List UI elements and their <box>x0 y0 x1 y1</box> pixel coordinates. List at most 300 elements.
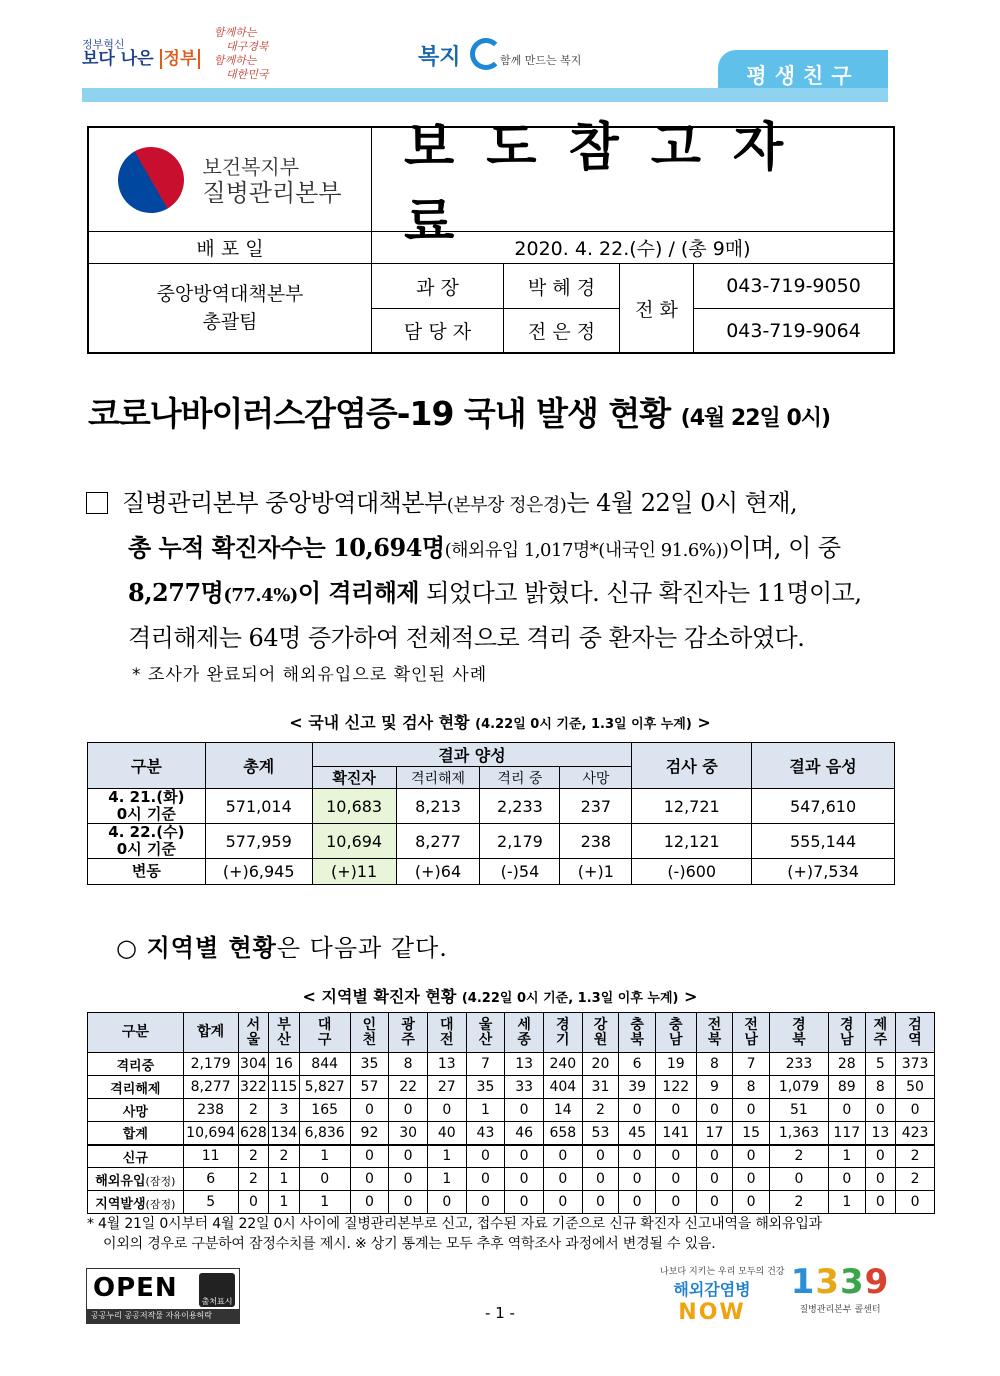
t2-cell: 15 <box>733 1122 770 1145</box>
t2-header-region-char: 남 <box>669 1031 683 1048</box>
t2-cell: 2 <box>238 1099 269 1122</box>
t2-header-region-char: 남 <box>840 1031 854 1048</box>
t2-cell: 0 <box>389 1168 428 1191</box>
t2-cell: 2,179 <box>183 1053 238 1076</box>
t2-header-region-char: 경 <box>556 1016 570 1033</box>
footnote-overseas: * 조사가 완료되어 해외유입으로 확인된 사례 <box>132 665 488 685</box>
table-row <box>88 1168 935 1191</box>
t2-cell: 628 <box>238 1122 269 1145</box>
footnote-line-1: * 4월 21일 0시부터 4월 22일 0시 사이에 질병관리본부로 신고, 접수된 자료 기준으로 신규 확진자 신고내역을 해외유입과 <box>87 1216 822 1232</box>
t2-row-label-text: 사망 <box>122 1104 148 1120</box>
slogan-2: 대구경북 <box>226 40 269 53</box>
table-row <box>88 1076 935 1099</box>
t2-cell: 0 <box>427 1191 466 1214</box>
digit-3: 3 <box>840 1262 865 1302</box>
gov-innovation-logo <box>82 38 200 69</box>
t2-cell: 0 <box>543 1168 582 1191</box>
chief-name: 박 혜 경 <box>504 264 620 309</box>
t2-cell: 50 <box>896 1076 935 1099</box>
t1-cell-released: 8,277 <box>396 824 480 859</box>
t2-cell: 0 <box>733 1145 770 1168</box>
t2-cell: 13 <box>427 1053 466 1076</box>
t2-cell: 0 <box>238 1191 269 1214</box>
table2-caption <box>0 984 1000 1007</box>
t2-cell: 0 <box>389 1099 428 1122</box>
ministry-logo-cell <box>89 128 372 232</box>
t2-header-region-char: 원 <box>593 1031 608 1048</box>
t2-cell: 0 <box>655 1191 696 1214</box>
t2-cell: 53 <box>582 1122 619 1145</box>
now-word: NOW <box>678 1300 746 1325</box>
t2-header-region <box>238 1013 269 1053</box>
t2-cell: 27 <box>427 1076 466 1099</box>
t2-header-region-char: 주 <box>401 1031 415 1048</box>
t1-change-label: 변동 <box>88 859 206 885</box>
t1-cell-isolated: 2,233 <box>480 789 560 824</box>
bokji-ring-icon <box>470 38 502 70</box>
t2-cell: 33 <box>505 1076 544 1099</box>
t2-cell: 0 <box>389 1191 428 1214</box>
t2-header-region <box>769 1013 828 1053</box>
phone-2: 043-719-9064 <box>726 319 861 342</box>
t1-cell-death: 238 <box>560 824 632 859</box>
t2-cell: 0 <box>655 1168 696 1191</box>
t2-cell: 0 <box>619 1099 656 1122</box>
table-row <box>88 824 895 859</box>
para-line1-c: 는 4월 22일 0시 현재, <box>566 489 798 517</box>
t2-header-region-char: 역 <box>908 1031 922 1048</box>
table2-caption-main: < 지역별 확진자 현황 <box>302 987 457 1006</box>
attribution-badge-icon <box>199 1273 235 1307</box>
t2-header-region-char: 산 <box>277 1031 291 1048</box>
t2-cell: 1 <box>299 1145 350 1168</box>
t1-cell-confirmed: 10,694 <box>312 824 396 859</box>
t2-cell: 0 <box>896 1191 935 1214</box>
t2-cell: 0 <box>389 1145 428 1168</box>
t1-header-death: 사망 <box>560 767 632 789</box>
regional-intro-bold: 지역별 현황 <box>146 933 277 962</box>
t2-cell: 8 <box>733 1076 770 1099</box>
t2-cell: 0 <box>466 1145 505 1168</box>
taeguk-emblem-icon <box>106 134 196 224</box>
t2-cell: 2 <box>238 1168 269 1191</box>
t1-cell-testing: 12,121 <box>632 824 752 859</box>
t1-cell-negative: 547,610 <box>752 789 895 824</box>
t2-header-region <box>896 1013 935 1053</box>
table1-caption-sub: (4.22일 0시 기준, 1.3일 이후 누계) <box>475 717 692 732</box>
t2-cell: 5,827 <box>299 1076 350 1099</box>
t1-change-negative: (+)7,534 <box>752 859 895 885</box>
callcenter-label: 질병관리본부 콜센터 <box>799 1305 881 1315</box>
phone-1: 043-719-9050 <box>694 264 893 309</box>
t2-cell: 7 <box>733 1053 770 1076</box>
para-line3-c: 이 격리해제 <box>297 578 420 607</box>
t1-change-released: (+)64 <box>396 859 480 885</box>
t1-cell-released: 8,213 <box>396 789 480 824</box>
t2-header-region <box>505 1013 544 1053</box>
t1-change-death: (+)1 <box>560 859 632 885</box>
t2-cell: 2 <box>238 1145 269 1168</box>
press-title: 보도참고자료 <box>404 117 816 253</box>
open-license-bar: 공공누리 공공저작물 자유이용허락 <box>87 1309 239 1323</box>
t2-cell: 20 <box>582 1053 619 1076</box>
t2-header-region <box>619 1013 656 1053</box>
t2-cell: 0 <box>828 1168 865 1191</box>
table-row <box>88 789 895 824</box>
t2-cell: 17 <box>696 1122 733 1145</box>
document-title-main: 코로나바이러스감염증-19 국내 발생 현황 <box>88 394 671 433</box>
t1-change-testing: (-)600 <box>632 859 752 885</box>
t2-cell: 9 <box>696 1076 733 1099</box>
t2-cell: 35 <box>466 1076 505 1099</box>
t2-cell: 0 <box>543 1191 582 1214</box>
t2-cell: 1 <box>828 1191 865 1214</box>
t2-cell: 0 <box>299 1168 350 1191</box>
t2-cell: 0 <box>466 1191 505 1214</box>
t2-row-label-text: 합계 <box>122 1127 148 1143</box>
t2-cell: 7 <box>466 1053 505 1076</box>
t2-cell: 43 <box>466 1122 505 1145</box>
t1-header-testing: 검사 중 <box>632 743 752 789</box>
t2-cell: 233 <box>769 1053 828 1076</box>
t2-cell: 2 <box>896 1168 935 1191</box>
banner-bar <box>82 88 888 102</box>
digit-1: 1 <box>790 1262 816 1302</box>
t2-header-row <box>88 1013 935 1053</box>
regional-table <box>87 1012 935 1214</box>
callcenter-1339-logo <box>782 1262 898 1315</box>
department-name: 중앙방역대책본부 <box>156 283 304 305</box>
checkbox-icon <box>86 492 108 514</box>
t2-cell: 0 <box>582 1168 619 1191</box>
t2-cell: 1 <box>466 1099 505 1122</box>
t2-header-region <box>655 1013 696 1053</box>
t2-cell: 3 <box>269 1099 300 1122</box>
open-word: OPEN <box>93 1273 178 1303</box>
t2-cell: 658 <box>543 1122 582 1145</box>
t2-cell: 304 <box>238 1053 269 1076</box>
t2-cell: 844 <box>299 1053 350 1076</box>
t2-cell: 1 <box>299 1191 350 1214</box>
t2-header-region <box>543 1013 582 1053</box>
t2-cell: 6 <box>619 1053 656 1076</box>
t2-row-label <box>88 1053 184 1076</box>
gov-logo-box: 정부 <box>160 49 201 69</box>
slogan-1: 함께하는 <box>214 26 257 39</box>
t2-cell: 19 <box>655 1053 696 1076</box>
t2-cell: 10,694 <box>183 1122 238 1145</box>
t1-change-total: (+)6,945 <box>205 859 312 885</box>
t2-cell: 0 <box>466 1168 505 1191</box>
t2-cell: 57 <box>350 1076 389 1099</box>
table-row <box>88 1099 935 1122</box>
t2-cell: 134 <box>269 1122 300 1145</box>
t1-header-confirmed: 확진자 <box>312 767 396 789</box>
t2-row-label-text: 해외유입 <box>95 1173 146 1189</box>
t2-cell: 0 <box>865 1191 896 1214</box>
t2-cell: 0 <box>350 1191 389 1214</box>
t2-row-label <box>88 1099 184 1122</box>
t2-header-region <box>299 1013 350 1053</box>
t2-cell: 322 <box>238 1076 269 1099</box>
t2-cell: 8 <box>389 1053 428 1076</box>
t2-cell: 6,836 <box>299 1122 350 1145</box>
digit-4: 9 <box>864 1262 890 1302</box>
t2-header-region-char: 종 <box>517 1031 531 1048</box>
t2-cell: 0 <box>696 1168 733 1191</box>
t2-cell: 51 <box>769 1099 828 1122</box>
t2-header-region-char: 검 <box>908 1016 922 1033</box>
t2-cell: 0 <box>696 1191 733 1214</box>
t2-cell: 0 <box>655 1145 696 1168</box>
t2-cell: 0 <box>769 1168 828 1191</box>
t1-cell-negative: 555,144 <box>752 824 895 859</box>
table2-footnote <box>87 1214 935 1254</box>
chief-label: 과 장 <box>372 264 504 309</box>
para-line2-a: 총 누적 확진자수는 10,694명 <box>128 533 445 562</box>
t2-row-label <box>88 1168 184 1191</box>
t2-cell: 22 <box>389 1076 428 1099</box>
gov-logo-main: 보다 나은 <box>82 49 154 69</box>
t2-cell: 1 <box>269 1168 300 1191</box>
t2-cell: 35 <box>350 1053 389 1076</box>
table1-caption-main: < 국내 신고 및 검사 현황 <box>289 713 470 732</box>
t2-header-region <box>582 1013 619 1053</box>
t2-cell: 141 <box>655 1122 696 1145</box>
t2-row-label-text: 격리중 <box>116 1058 155 1074</box>
bokji-logo: 복지 <box>418 45 461 70</box>
t2-header-region <box>466 1013 505 1053</box>
t2-header-region <box>865 1013 896 1053</box>
t2-row-label-suffix: (잠정) <box>145 1174 176 1188</box>
t2-cell: 39 <box>619 1076 656 1099</box>
t2-cell: 0 <box>655 1099 696 1122</box>
t2-header-region-char: 울 <box>478 1016 493 1033</box>
t2-header-region-char: 대 <box>440 1016 454 1033</box>
staff-name: 전 은 정 <box>504 309 620 352</box>
t2-row-label-suffix: (잠정) <box>145 1197 176 1211</box>
t2-row-label <box>88 1076 184 1099</box>
t2-header-region-char: 인 <box>362 1016 377 1033</box>
t2-header-region-char: 경 <box>792 1016 806 1033</box>
t2-header-region-char: 광 <box>401 1016 415 1033</box>
t2-header-region-char: 천 <box>362 1031 377 1048</box>
table1-caption-end: > <box>691 713 711 732</box>
t2-cell: 16 <box>269 1053 300 1076</box>
table-row <box>88 1053 935 1076</box>
t2-cell: 8 <box>865 1076 896 1099</box>
t1-header-category: 구분 <box>88 743 206 789</box>
para-line1-a: 질병관리본부 중앙방역대책본부 <box>122 489 447 517</box>
t2-row-label <box>88 1122 184 1145</box>
table1-caption <box>0 710 1000 733</box>
t2-header-region-char: 산 <box>478 1031 493 1048</box>
t2-cell: 1 <box>427 1168 466 1191</box>
t2-cell: 2 <box>769 1145 828 1168</box>
t2-header-region-char: 기 <box>556 1031 570 1048</box>
t2-header-region-char: 강 <box>593 1016 608 1033</box>
t2-header-region-char: 전 <box>440 1031 454 1048</box>
t2-cell: 45 <box>619 1122 656 1145</box>
digit-2: 3 <box>815 1262 840 1302</box>
table-row <box>88 1122 935 1145</box>
t2-cell: 1 <box>269 1191 300 1214</box>
summary-paragraph <box>86 482 898 659</box>
staff-label: 담 당 자 <box>372 309 504 352</box>
t2-cell: 0 <box>427 1099 466 1122</box>
t1-header-total: 총계 <box>205 743 312 789</box>
t2-row-label-text: 지역발생 <box>95 1196 146 1212</box>
t2-header-region-char: 북 <box>630 1031 644 1048</box>
national-test-table <box>87 742 895 885</box>
phone-label: 전 화 <box>620 264 694 352</box>
t2-header-region <box>828 1013 865 1053</box>
para-line1-b: (본부장 정은경) <box>446 495 567 516</box>
t2-cell: 0 <box>696 1145 733 1168</box>
t2-row-label-text: 격리해제 <box>110 1081 161 1097</box>
t2-cell: 117 <box>828 1122 865 1145</box>
t2-cell: 0 <box>865 1099 896 1122</box>
t2-cell: 122 <box>655 1076 696 1099</box>
table2-caption-sub: (4.22일 0시 기준, 1.3일 이후 누계) <box>461 991 679 1006</box>
t2-cell: 2 <box>582 1099 619 1122</box>
para-line2-c: 이며, 이 중 <box>728 534 841 562</box>
t2-header-region-char: 전 <box>744 1016 758 1033</box>
para-line3-a: 8,277명 <box>128 578 224 607</box>
t2-header-region <box>696 1013 733 1053</box>
t2-header-region-char: 충 <box>630 1016 644 1033</box>
t2-header-region <box>427 1013 466 1053</box>
t2-cell: 6 <box>183 1168 238 1191</box>
document-title-date: (4월 22일 0시) <box>680 406 831 431</box>
now-tagline: 나보다 지키는 우리 모두의 건강 <box>660 1267 785 1277</box>
t2-cell: 0 <box>696 1099 733 1122</box>
t2-cell: 11 <box>183 1145 238 1168</box>
t2-cell: 5 <box>865 1053 896 1076</box>
t2-cell: 40 <box>427 1122 466 1145</box>
lifelong-friend-tab: 평생친구 <box>718 50 888 102</box>
para-line3-d: 되었다고 밝혔다. 신규 확진자는 11명이고, <box>419 579 862 607</box>
t2-header-sum: 합계 <box>183 1013 238 1053</box>
para-line3-b: (77.4%) <box>223 585 298 606</box>
t2-cell: 0 <box>865 1145 896 1168</box>
t2-cell: 14 <box>543 1099 582 1122</box>
t2-header-region-char: 남 <box>744 1031 758 1048</box>
regional-intro-rest: 은 다음과 같다. <box>276 934 448 962</box>
t2-cell: 1,079 <box>769 1076 828 1099</box>
t2-cell: 115 <box>269 1076 300 1099</box>
t2-cell: 1 <box>828 1145 865 1168</box>
t2-cell: 0 <box>543 1145 582 1168</box>
t1-cell-death: 237 <box>560 789 632 824</box>
t2-cell: 89 <box>828 1076 865 1099</box>
t2-cell: 31 <box>582 1076 619 1099</box>
bokji-slogan: 함께 만드는 복지 <box>500 54 582 67</box>
t2-header-region-char: 제 <box>873 1016 888 1033</box>
t2-cell: 0 <box>733 1168 770 1191</box>
t2-cell: 0 <box>733 1099 770 1122</box>
para-line4: 격리해제는 64명 증가하여 전체적으로 격리 중 환자는 감소하였다. <box>128 624 805 652</box>
t1-change-isolated: (-)54 <box>480 859 560 885</box>
t2-header-region-char: 대 <box>317 1016 332 1033</box>
t2-cell: 404 <box>543 1076 582 1099</box>
t2-header-region-char: 전 <box>707 1016 722 1033</box>
t2-cell: 0 <box>350 1168 389 1191</box>
t2-cell: 13 <box>865 1122 896 1145</box>
slogan-4: 대한민국 <box>226 68 269 81</box>
t2-cell: 0 <box>582 1145 619 1168</box>
t2-row-label <box>88 1145 184 1168</box>
t2-row-label <box>88 1191 184 1214</box>
t2-header-region-char: 부 <box>277 1016 291 1033</box>
t2-cell: 1 <box>427 1145 466 1168</box>
t1-row-date: 4. 21.(화) <box>108 788 185 806</box>
t1-header-isolated: 격리 중 <box>480 767 560 789</box>
header-banner <box>82 18 888 102</box>
t2-cell: 92 <box>350 1122 389 1145</box>
overseas-disease-now-logo <box>660 1264 785 1325</box>
table2-caption-end: > <box>678 987 698 1006</box>
t2-cell: 0 <box>865 1168 896 1191</box>
t1-cell-isolated: 2,179 <box>480 824 560 859</box>
slogan-logo <box>214 26 269 82</box>
t2-cell: 13 <box>505 1053 544 1076</box>
t2-cell: 0 <box>350 1145 389 1168</box>
t2-header-region <box>733 1013 770 1053</box>
t2-cell: 28 <box>828 1053 865 1076</box>
document-title <box>88 388 898 435</box>
t2-cell: 165 <box>299 1099 350 1122</box>
t2-header-region-char: 서 <box>246 1016 261 1033</box>
t1-header-released: 격리해제 <box>396 767 480 789</box>
t2-cell: 2 <box>769 1191 828 1214</box>
t2-row-label-text: 신규 <box>122 1150 148 1166</box>
gov-logo-sub: 정부혁신 <box>82 38 125 51</box>
t2-header-region-char: 구 <box>317 1031 332 1048</box>
release-date: 2020. 4. 22.(수) / (총 9매) <box>372 232 893 264</box>
t1-row-date: 4. 22.(수) <box>108 823 185 841</box>
t2-cell: 240 <box>543 1053 582 1076</box>
t2-cell: 0 <box>350 1099 389 1122</box>
t2-cell: 0 <box>505 1168 544 1191</box>
table-row <box>88 859 895 885</box>
t2-header-region-char: 울 <box>246 1031 261 1048</box>
t2-cell: 2 <box>269 1145 300 1168</box>
t2-cell: 2 <box>896 1145 935 1168</box>
bullet-circle: ○ <box>116 934 147 962</box>
t2-cell: 238 <box>183 1099 238 1122</box>
t1-cell-testing: 12,721 <box>632 789 752 824</box>
t2-cell: 0 <box>828 1099 865 1122</box>
team-name: 총괄팀 <box>202 311 258 333</box>
t2-cell: 0 <box>582 1191 619 1214</box>
t2-header-region-char: 경 <box>840 1016 854 1033</box>
ministry-name: 보건복지부 <box>202 154 300 179</box>
table-row <box>88 1191 935 1214</box>
release-label: 배 포 일 <box>89 232 372 264</box>
t1-row-time: 0시 기준 <box>116 805 176 823</box>
t2-cell: 0 <box>619 1168 656 1191</box>
department-cell <box>89 264 372 352</box>
t2-cell: 30 <box>389 1122 428 1145</box>
t2-header-region-char: 주 <box>873 1031 888 1048</box>
agency-name: 질병관리본부 <box>202 178 342 207</box>
t2-header-region-char: 북 <box>707 1031 722 1048</box>
t1-cell-total: 577,959 <box>205 824 312 859</box>
t2-cell: 5 <box>183 1191 238 1214</box>
t2-cell: 0 <box>505 1145 544 1168</box>
t1-cell-confirmed: 10,683 <box>312 789 396 824</box>
